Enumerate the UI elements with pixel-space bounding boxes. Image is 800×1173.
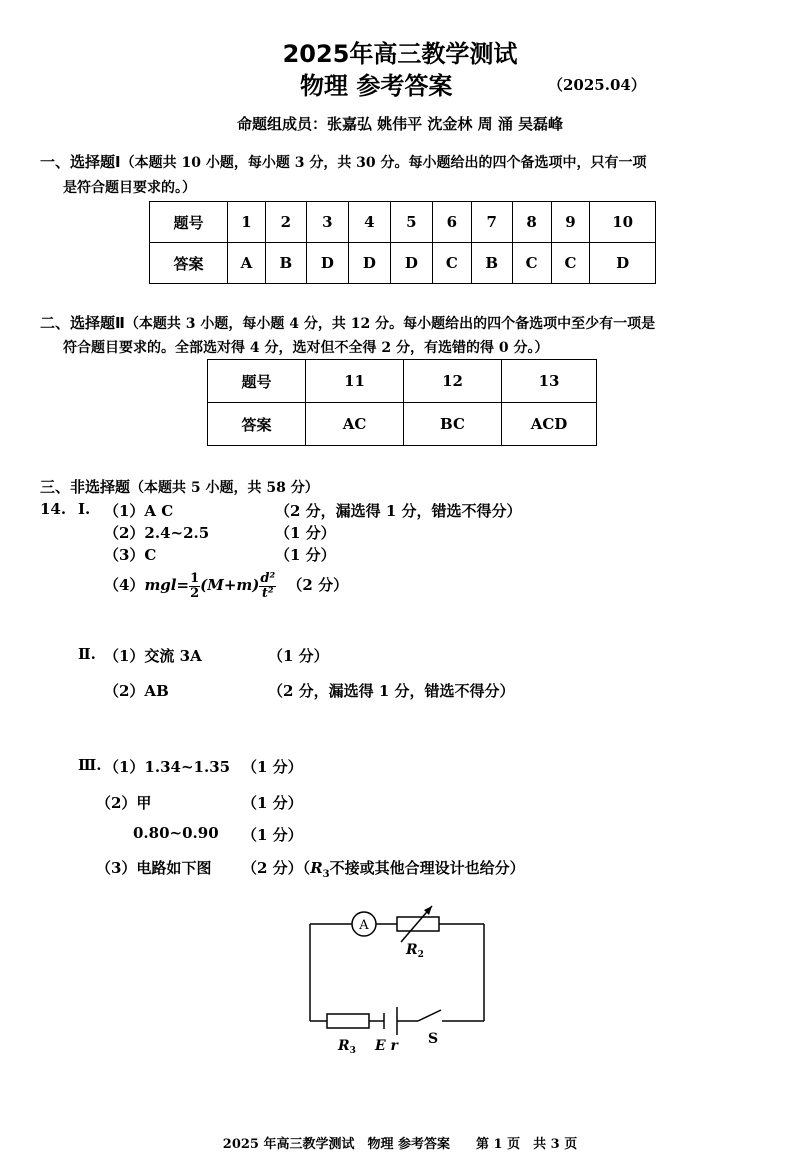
section2-answer-table (207, 359, 597, 446)
note-text: 不接或其他合理设计也给分） (329, 859, 525, 877)
part3-item2-score: （1 分） (242, 794, 303, 812)
circuit-diagram (300, 900, 500, 1060)
part3-item4-score: （2 分） (242, 859, 303, 877)
fraction-d-over-t (259, 572, 276, 601)
authors-line: 命题组成员：张嘉弘 姚伟平 沈金林 周 涌 吴磊峰 (236, 115, 564, 133)
table-row-numbers (208, 360, 597, 403)
page-title: 2025年高三教学测试 (282, 40, 518, 68)
ammeter-symbol (352, 912, 376, 936)
formula-mass-sum: (M+m) (200, 576, 260, 594)
answer-cell: C (512, 243, 551, 284)
question-number: 5 (390, 202, 432, 243)
table-row-numbers (150, 202, 656, 243)
fraction-numerator: 1 (190, 570, 200, 586)
question-number: 1 (228, 202, 266, 243)
part2-item1-score: （1 分） (268, 647, 329, 665)
question-number: 6 (432, 202, 471, 243)
question-number: 4 (348, 202, 390, 243)
part3-item1-text: （1）1.34~1.35 (104, 758, 231, 776)
question-14-number: 14. (40, 500, 67, 518)
ammeter-label: A (359, 918, 369, 933)
section1-desc-line2: 是符合题目要求的。） (63, 180, 196, 196)
page-subtitle: 物理 参考答案 (300, 72, 453, 100)
question-number: 8 (512, 202, 551, 243)
section1-desc-line1: （本题共 10 小题，每小题 3 分，共 30 分。每小题给出的四个备选项中，只有一项 (120, 155, 647, 171)
part3-item3-text: 0.80~0.90 (133, 824, 219, 842)
answer-cell: D (348, 243, 390, 284)
part1-item2-text: （2）2.4~2.5 (104, 524, 210, 542)
part1-label: Ⅰ. (78, 500, 91, 518)
part2-label: Ⅱ. (78, 645, 96, 663)
section1-answer-table (149, 201, 656, 284)
part2-item1-text: （1）交流 3A (104, 647, 202, 665)
answer-cell: B (265, 243, 306, 284)
resistor-r3 (327, 1014, 369, 1056)
part3-label: Ⅲ. (78, 756, 102, 774)
question-number: 10 (590, 202, 656, 243)
switch-s (418, 1010, 441, 1047)
part2-item2-text: （2）AB (104, 682, 169, 700)
part3-item1-score: （1 分） (242, 758, 303, 776)
question-number: 9 (551, 202, 590, 243)
part3-item4-text: （3）电路如下图 (96, 859, 212, 877)
part1-item3-text: （3）C (104, 546, 157, 564)
note-open: （ (302, 859, 311, 877)
question-number: 12 (404, 360, 502, 403)
question-number: 7 (471, 202, 512, 243)
section1-heading: 一、选择题Ⅰ (40, 153, 121, 171)
section2-desc-line1: （本题共 3 小题，每小题 4 分，共 12 分。每小题给出的四个备选项中至少有一项是 (124, 316, 656, 332)
battery-symbol (374, 1007, 400, 1054)
row-label-answer: 答案 (150, 243, 228, 284)
part3-item4-score-line (242, 857, 525, 880)
section2-desc-line2: 符合题目要求的。全部选对得 4 分，选对但不全得 2 分，有选错的得 0 分。） (63, 340, 549, 356)
fraction-one-half (189, 572, 200, 601)
answer-cell: C (551, 243, 590, 284)
fraction-numerator: d² (260, 570, 276, 586)
section3-heading: 三、非选择题 (40, 478, 131, 496)
fraction-denominator: t² (261, 585, 274, 601)
answer-cell: AC (306, 403, 404, 446)
part3-item3-score: （1 分） (242, 826, 303, 844)
section3-line (40, 476, 319, 497)
answer-cell: ACD (502, 403, 597, 446)
answer-cell: D (306, 243, 348, 284)
part1-item4-score: （2 分） (287, 576, 349, 594)
answer-cell: A (228, 243, 266, 284)
answer-cell: C (432, 243, 471, 284)
answer-cell: B (471, 243, 512, 284)
answer-cell: D (390, 243, 432, 284)
section1-line1 (40, 151, 647, 172)
part2-item2-score: （2 分，漏选得 1 分，错选不得分） (268, 682, 515, 700)
formula-lhs: mgl= (144, 576, 190, 594)
fraction-denominator: 2 (190, 585, 200, 601)
part1-item4-formula (104, 565, 348, 605)
note-r-subscript: 3 (322, 869, 330, 880)
row-label-number: 题号 (208, 360, 306, 403)
page-footer: 2025 年高三教学测试 物理 参考答案 第 1 页 共 3 页 (222, 1137, 578, 1152)
row-label-answer: 答案 (208, 403, 306, 446)
section3-desc: （本题共 5 小题，共 58 分） (130, 480, 319, 496)
r2-label: $R_2$ (406, 942, 424, 960)
exam-date: （2025.04） (548, 76, 646, 94)
question-number: 13 (502, 360, 597, 403)
part1-item1-score: （2 分，漏选得 1 分，错选不得分） (275, 502, 522, 520)
variable-resistor-r2 (397, 906, 439, 960)
part1-item1-text: （1）A C (104, 502, 174, 520)
answer-cell: D (590, 243, 656, 284)
r3-label: $R_3$ (338, 1038, 356, 1056)
part3-item2-text: （2）甲 (96, 794, 152, 812)
table-row-answers (208, 403, 597, 446)
battery-label: E r (375, 1038, 398, 1054)
switch-label: S (428, 1031, 439, 1047)
item4-prefix: （4） (104, 576, 145, 594)
row-label-number: 题号 (150, 202, 228, 243)
note-r-symbol: R (310, 859, 323, 877)
question-number: 11 (306, 360, 404, 403)
question-number: 3 (306, 202, 348, 243)
section2-heading: 二、选择题Ⅱ (40, 314, 125, 332)
table-row-answers (150, 243, 656, 284)
answer-cell: BC (404, 403, 502, 446)
part1-item3-score: （1 分） (275, 546, 336, 564)
section2-line1 (40, 312, 655, 333)
part1-item2-score: （1 分） (275, 524, 336, 542)
question-number: 2 (265, 202, 306, 243)
